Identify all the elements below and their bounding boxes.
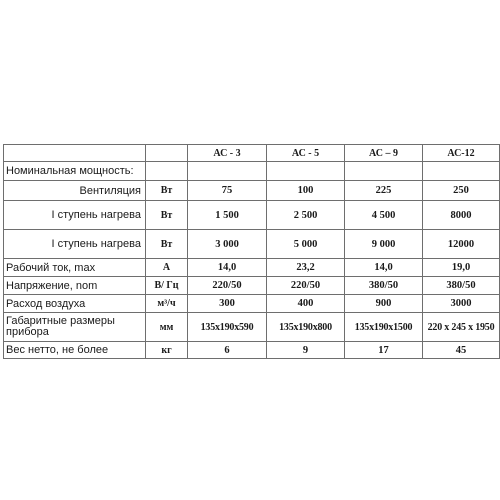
row-unit: Вт — [146, 230, 188, 259]
row-unit: Вт — [146, 181, 188, 201]
table-header-row — [4, 145, 500, 162]
cell-value: 100 — [267, 181, 345, 201]
cell-value: 19,0 — [423, 259, 500, 277]
model-header: АС - 3 — [188, 145, 267, 162]
cell-value: 5 000 — [267, 230, 345, 259]
empty-cell — [188, 162, 267, 181]
cell-value: 135x190x590 — [188, 313, 267, 342]
model-header: АС - 5 — [267, 145, 345, 162]
row-label: Вес нетто, не более — [4, 342, 146, 359]
row-label: Расход воздуха — [4, 295, 146, 313]
cell-value: 380/50 — [345, 277, 423, 295]
cell-value: 3000 — [423, 295, 500, 313]
cell-value: 9 — [267, 342, 345, 359]
cell-value: 23,2 — [267, 259, 345, 277]
row-unit: Вт — [146, 201, 188, 230]
cell-value: 3 000 — [188, 230, 267, 259]
cell-value: 300 — [188, 295, 267, 313]
header-blank-cell — [4, 145, 146, 162]
table-row — [4, 313, 500, 342]
cell-value: 9 000 — [345, 230, 423, 259]
row-label: I ступень нагрева — [4, 201, 146, 230]
row-label: Вентиляция — [4, 181, 146, 201]
cell-value: 75 — [188, 181, 267, 201]
model-header: АС-12 — [423, 145, 500, 162]
empty-cell — [345, 162, 423, 181]
row-label: Габаритные размеры прибора — [4, 313, 146, 342]
cell-value: 380/50 — [423, 277, 500, 295]
table-row — [4, 201, 500, 230]
cell-value: 135x190x800 — [267, 313, 345, 342]
cell-value: 220/50 — [267, 277, 345, 295]
row-unit: м³/ч — [146, 295, 188, 313]
cell-value: 14,0 — [345, 259, 423, 277]
empty-cell — [423, 162, 500, 181]
empty-cell — [267, 162, 345, 181]
cell-value: 17 — [345, 342, 423, 359]
cell-value: 220/50 — [188, 277, 267, 295]
table-row — [4, 259, 500, 277]
table-row — [4, 295, 500, 313]
cell-value: 220 x 245 x 1950 — [423, 313, 500, 342]
cell-value: 135x190x1500 — [345, 313, 423, 342]
specifications-table — [3, 144, 500, 359]
cell-value: 900 — [345, 295, 423, 313]
cell-value: 1 500 — [188, 201, 267, 230]
table-row — [4, 277, 500, 295]
row-unit: В/ Гц — [146, 277, 188, 295]
cell-value: 4 500 — [345, 201, 423, 230]
row-unit: мм — [146, 313, 188, 342]
row-label: Рабочий ток, max — [4, 259, 146, 277]
cell-value: 250 — [423, 181, 500, 201]
empty-cell — [146, 162, 188, 181]
row-unit: кг — [146, 342, 188, 359]
cell-value: 2 500 — [267, 201, 345, 230]
header-blank-cell — [146, 145, 188, 162]
section-row — [4, 162, 500, 181]
cell-value: 45 — [423, 342, 500, 359]
cell-value: 12000 — [423, 230, 500, 259]
row-label: Напряжение, nom — [4, 277, 146, 295]
cell-value: 6 — [188, 342, 267, 359]
table-row — [4, 342, 500, 359]
model-header: АС – 9 — [345, 145, 423, 162]
row-unit: А — [146, 259, 188, 277]
cell-value: 8000 — [423, 201, 500, 230]
table-row — [4, 230, 500, 259]
section-header-label: Номинальная мощность: — [4, 162, 146, 181]
cell-value: 225 — [345, 181, 423, 201]
cell-value: 400 — [267, 295, 345, 313]
cell-value: 14,0 — [188, 259, 267, 277]
table-row — [4, 181, 500, 201]
row-label: I ступень нагрева — [4, 230, 146, 259]
